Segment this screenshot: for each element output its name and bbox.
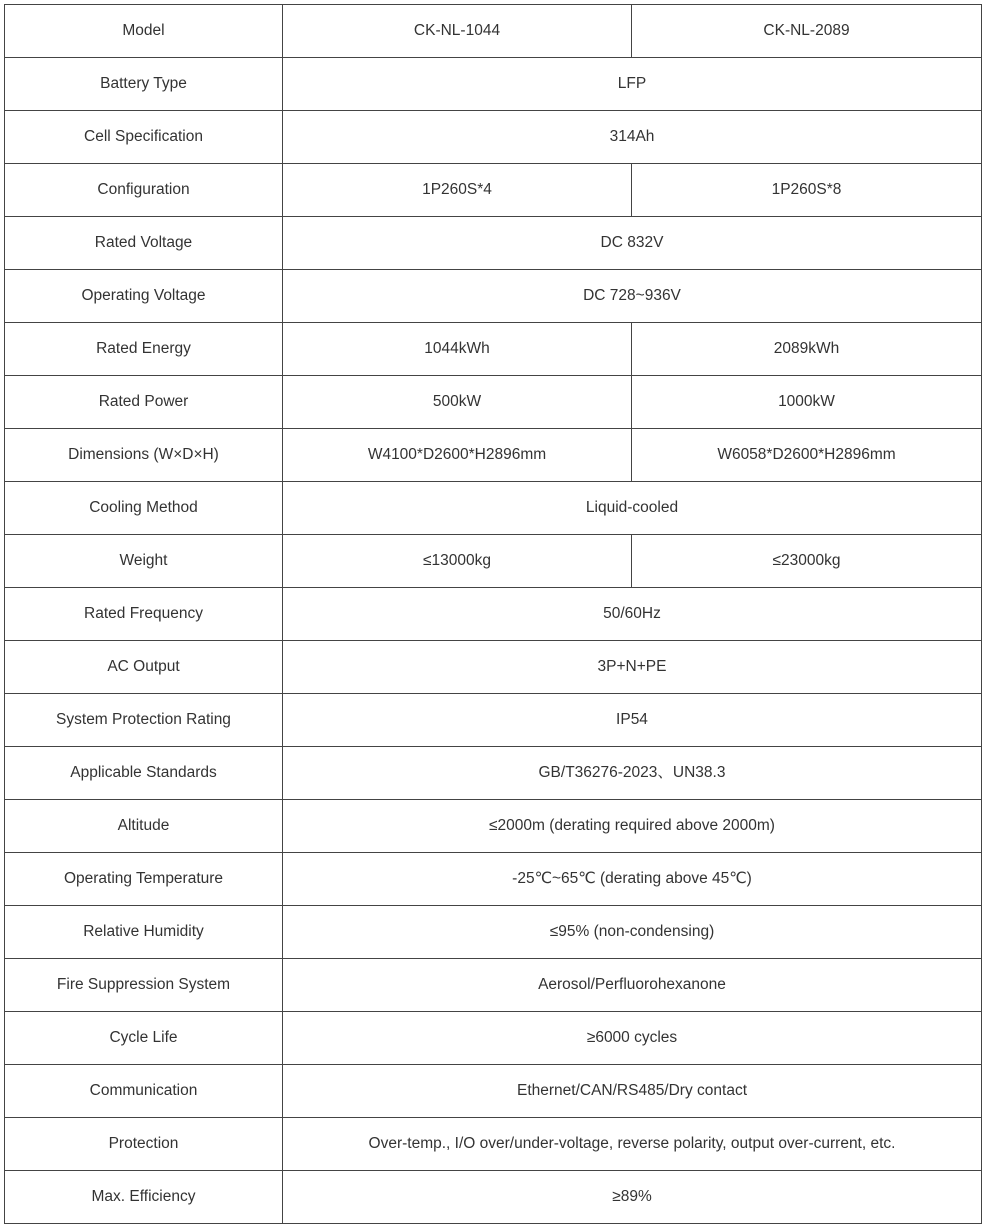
- row-label: Rated Voltage: [5, 217, 283, 270]
- cell-value: 1P260S*4: [283, 164, 632, 217]
- table-row: [5, 58, 982, 111]
- row-label: Dimensions (W×D×H): [5, 429, 283, 482]
- row-label: Applicable Standards: [5, 747, 283, 800]
- cell-value: ≥6000 cycles: [283, 1012, 982, 1065]
- table-row: [5, 323, 982, 376]
- table-row: [5, 906, 982, 959]
- cell-value: DC 832V: [283, 217, 982, 270]
- cell-value: ≤2000m (derating required above 2000m): [283, 800, 982, 853]
- cell-value: 1P260S*8: [632, 164, 982, 217]
- table-row: [5, 588, 982, 641]
- table-row: [5, 429, 982, 482]
- cell-value: IP54: [283, 694, 982, 747]
- cell-value: 50/60Hz: [283, 588, 982, 641]
- cell-value: LFP: [283, 58, 982, 111]
- spec-table: [4, 4, 982, 1224]
- cell-value: 314Ah: [283, 111, 982, 164]
- row-label: Max. Efficiency: [5, 1171, 283, 1224]
- table-row: [5, 694, 982, 747]
- table-row: [5, 217, 982, 270]
- cell-value: W4100*D2600*H2896mm: [283, 429, 632, 482]
- cell-value: DC 728~936V: [283, 270, 982, 323]
- spec-table-container: [4, 4, 982, 1224]
- table-row: [5, 535, 982, 588]
- cell-value: ≤23000kg: [632, 535, 982, 588]
- cell-value: 2089kWh: [632, 323, 982, 376]
- table-row: [5, 1118, 982, 1171]
- cell-value: Liquid-cooled: [283, 482, 982, 535]
- row-label: Communication: [5, 1065, 283, 1118]
- cell-value: ≤95% (non-condensing): [283, 906, 982, 959]
- row-label: Weight: [5, 535, 283, 588]
- cell-value: CK-NL-1044: [283, 5, 632, 58]
- table-row: [5, 641, 982, 694]
- table-row: [5, 164, 982, 217]
- table-row: [5, 270, 982, 323]
- cell-value: 500kW: [283, 376, 632, 429]
- row-label: Fire Suppression System: [5, 959, 283, 1012]
- cell-value: 1044kWh: [283, 323, 632, 376]
- row-label: Rated Energy: [5, 323, 283, 376]
- row-label: Rated Frequency: [5, 588, 283, 641]
- table-row: [5, 376, 982, 429]
- cell-value: W6058*D2600*H2896mm: [632, 429, 982, 482]
- table-row: [5, 1012, 982, 1065]
- row-label: Battery Type: [5, 58, 283, 111]
- table-row: [5, 482, 982, 535]
- table-row: [5, 1065, 982, 1118]
- table-row: [5, 5, 982, 58]
- cell-value: Aerosol/Perfluorohexanone: [283, 959, 982, 1012]
- table-row: [5, 111, 982, 164]
- row-label: Configuration: [5, 164, 283, 217]
- row-label: Cell Specification: [5, 111, 283, 164]
- row-label: AC Output: [5, 641, 283, 694]
- cell-value: ≤13000kg: [283, 535, 632, 588]
- table-row: [5, 747, 982, 800]
- cell-value: CK-NL-2089: [632, 5, 982, 58]
- row-label: Cooling Method: [5, 482, 283, 535]
- cell-value: -25℃~65℃ (derating above 45℃): [283, 853, 982, 906]
- cell-value: Ethernet/CAN/RS485/Dry contact: [283, 1065, 982, 1118]
- cell-value: Over-temp., I/O over/under-voltage, reverse polarity, output over-current, etc.: [283, 1118, 982, 1171]
- row-label: System Protection Rating: [5, 694, 283, 747]
- row-label: Operating Temperature: [5, 853, 283, 906]
- row-label: Altitude: [5, 800, 283, 853]
- cell-value: ≥89%: [283, 1171, 982, 1224]
- row-label: Operating Voltage: [5, 270, 283, 323]
- cell-value: 3P+N+PE: [283, 641, 982, 694]
- table-row: [5, 1171, 982, 1224]
- row-label: Rated Power: [5, 376, 283, 429]
- row-label: Cycle Life: [5, 1012, 283, 1065]
- cell-value: GB/T36276-2023、UN38.3: [283, 747, 982, 800]
- table-row: [5, 853, 982, 906]
- row-label: Protection: [5, 1118, 283, 1171]
- table-row: [5, 800, 982, 853]
- table-row: [5, 959, 982, 1012]
- cell-value: 1000kW: [632, 376, 982, 429]
- row-label: Relative Humidity: [5, 906, 283, 959]
- row-label: Model: [5, 5, 283, 58]
